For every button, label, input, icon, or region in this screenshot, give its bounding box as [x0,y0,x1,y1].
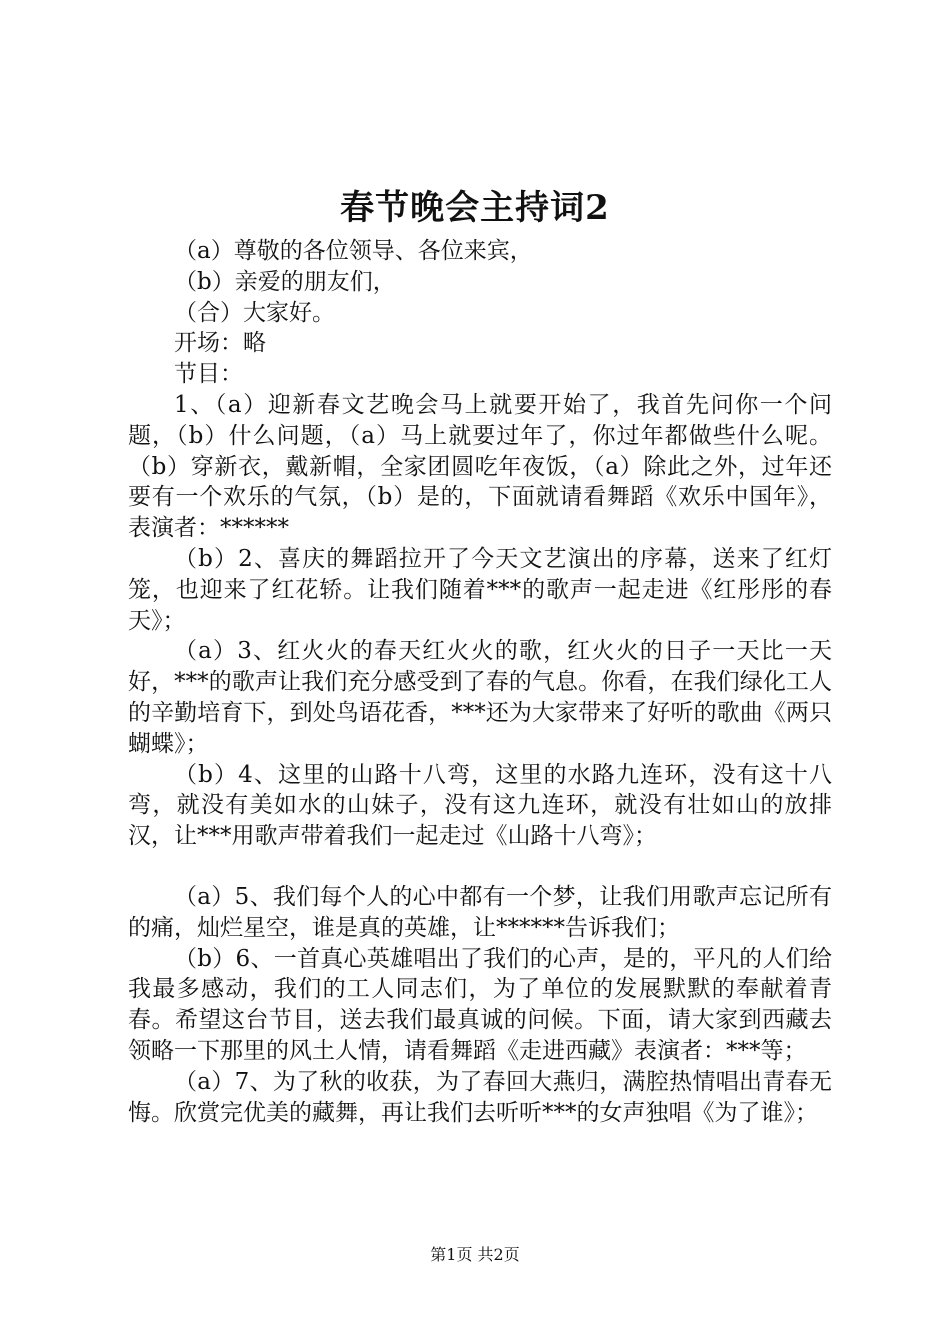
page-title: 春节晚会主持词2 [340,188,610,228]
program-item-1: 1、（a）迎新春文艺晚会马上就要开始了，我首先问你一个问题，（b）什么问题，（a）马上就要过年了，你过年都做些什么呢。（b）穿新衣，戴新帽，全家团圆吃年夜饭，（a）除此之外，过年还要有一个欢乐的气氛，（b）是的，下面就请看舞蹈《欢乐中国年》，表演者：****** [128,391,832,542]
program-item-4: （b）4、这里的山路十八弯，这里的水路九连环，没有这十八弯，就没有美如水的山妹子，没有这九连环，就没有壮如山的放排汉，让***用歌声带着我们一起走过《山路十八弯》； [128,761,832,850]
program-heading: 节目： [174,361,243,388]
program-item-6: （b）6、一首真心英雄唱出了我们的心声，是的，平凡的人们给我最多感动，我们的工人同志们，为了单位的发展默默的奉献着青春。希望这台节目，送去我们最真诚的问候。下面，请大家到西藏去领略一下那里的风土人情，请看舞蹈《走进西藏》表演者：***等； [128,945,832,1064]
opening-note: 开场：略 [174,330,266,357]
program-item-7: （a）7、为了秋的收获，为了春回大燕归，满腔热情唱出青春无悔。欣赏完优美的藏舞，再让我们去听听***的女声独唱《为了谁》； [128,1068,832,1126]
greeting-friends: （b）亲爱的朋友们， [174,268,396,295]
program-item-3: （a）3、红火火的春天红火火的歌，红火火的日子一天比一天好，***的歌声让我们充分感受到了春的气息。你看，在我们绿化工人的辛勤培育下，到处鸟语花香，***还为大家带来了好听的歌曲《两只蝴蝶》； [128,638,832,757]
program-item-2: （b）2、喜庆的舞蹈拉开了今天文艺演出的序幕，送来了红灯笼，也迎来了红花轿。让我们随着***的歌声一起走进《红彤彤的春天》； [128,545,832,634]
page-footer: 第1页 共2页 [430,1245,520,1264]
greeting-together: （合）大家好。 [174,299,335,326]
program-item-5: （a）5、我们每个人的心中都有一个梦，让我们用歌声忘记所有的痛，灿烂星空，谁是真的英雄，让******告诉我们； [128,883,832,941]
greeting-leaders: （a）尊敬的各位领导、各位来宾， [174,238,533,264]
blank-line [128,852,832,882]
document-body [128,236,832,1128]
